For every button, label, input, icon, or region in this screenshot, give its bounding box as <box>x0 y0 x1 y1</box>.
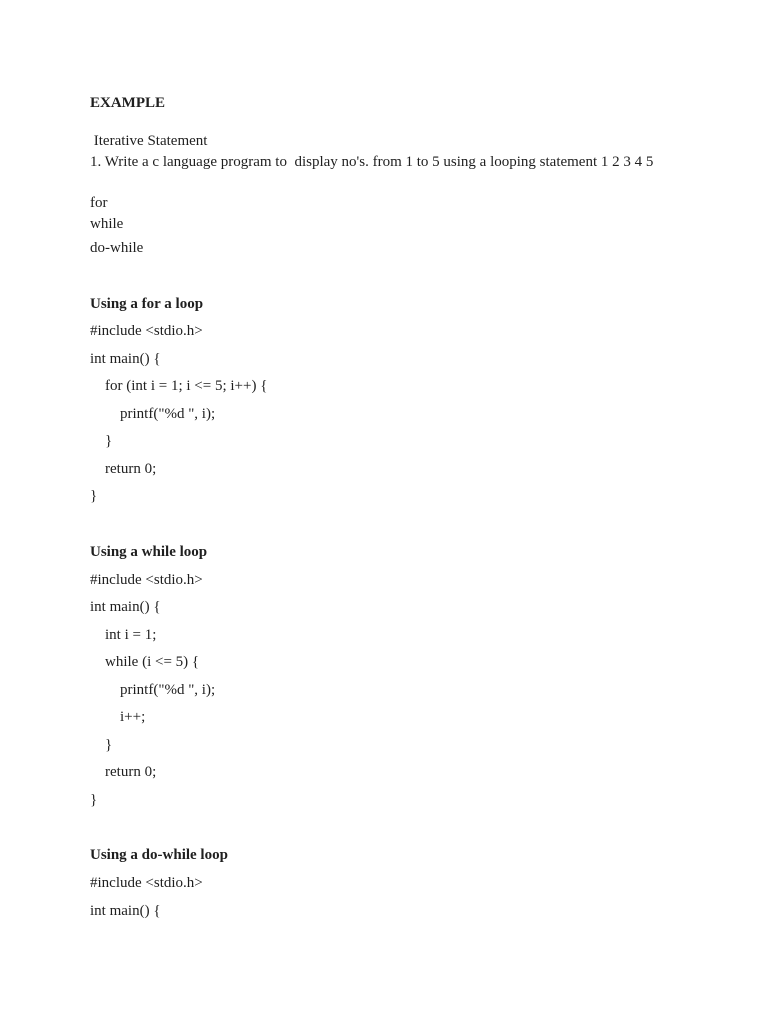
code-line: } <box>90 792 98 808</box>
for-section-title: Using a for a loop <box>90 296 204 312</box>
code-line: i++; <box>120 709 146 725</box>
code-line: int main() { <box>90 599 161 615</box>
loop-type-item: for <box>90 195 108 211</box>
code-line: printf("%d ", i); <box>120 682 216 698</box>
loop-type-item: while <box>90 216 124 232</box>
code-line: #include <stdio.h> <box>90 875 203 891</box>
while-section-title: Using a while loop <box>90 544 208 560</box>
code-line: while (i <= 5) { <box>105 654 200 670</box>
code-line: return 0; <box>105 461 157 477</box>
code-line: for (int i = 1; i <= 5; i++) { <box>105 378 268 394</box>
code-line: return 0; <box>105 764 157 780</box>
code-line: #include <stdio.h> <box>90 572 203 588</box>
document-heading: EXAMPLE <box>90 95 165 111</box>
code-line: } <box>105 433 113 449</box>
code-line: } <box>90 488 98 504</box>
loop-type-item: do-while <box>90 240 144 256</box>
code-line: printf("%d ", i); <box>120 406 216 422</box>
code-line: int main() { <box>90 351 161 367</box>
intro-subtitle: Iterative Statement <box>90 133 208 149</box>
code-line: #include <stdio.h> <box>90 323 203 339</box>
code-line: int i = 1; <box>105 627 157 643</box>
code-line: } <box>105 737 113 753</box>
intro-question: 1. Write a c language program to display no's. from 1 to 5 using a looping statement 1 2 3 4 5 <box>90 154 654 170</box>
code-line: int main() { <box>90 903 161 919</box>
dowhile-section-title: Using a do-while loop <box>90 847 228 863</box>
